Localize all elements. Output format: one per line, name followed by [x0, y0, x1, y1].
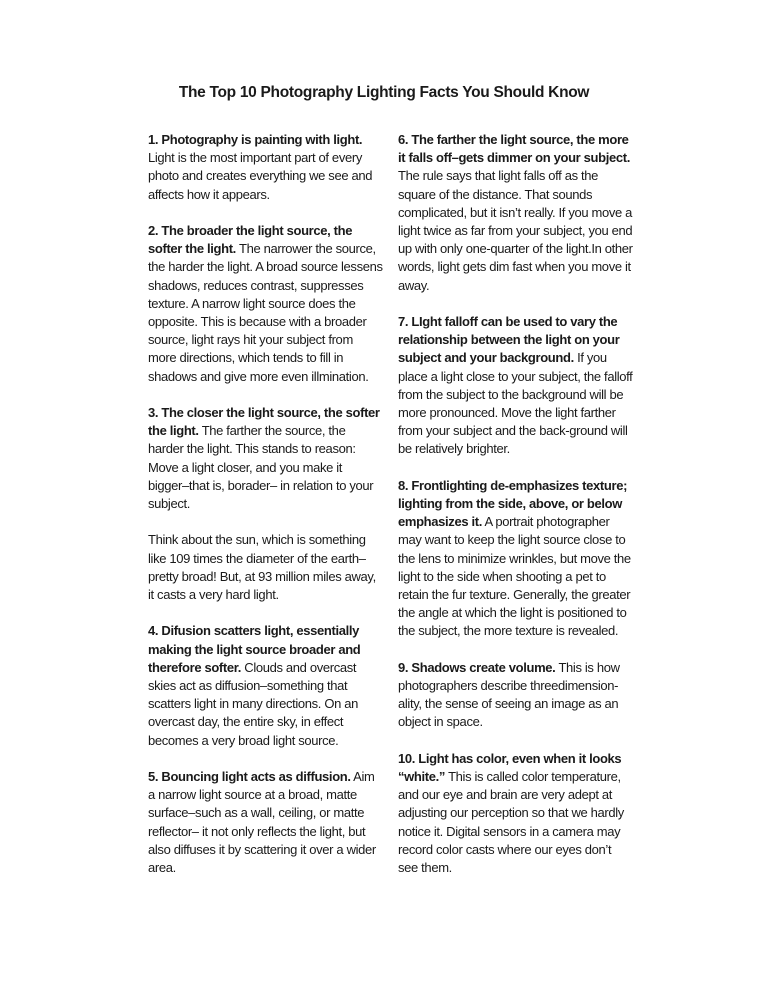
- fact-body: Clouds and overcast skies act as diffusion–something that scatters light in many directions. On an overcast day, the entire sky, in effect becomes a very broad light source.: [148, 659, 358, 748]
- fact-item: [148, 531, 384, 604]
- fact-body: Light is the most important part of every photo and creates everything we see and affects how it appears.: [148, 150, 373, 202]
- fact-item: [148, 768, 384, 877]
- fact-body: A portrait photographer may want to keep the light source close to the lens to minimize wrinkles, but move the light to the side when shooting a pet to retain the fur texture. Generally, the greater the angle at which the light is positioned to the subject, the more texture is revealed.: [398, 514, 631, 639]
- fact-item: [398, 313, 634, 459]
- fact-heading: 6. The farther the light source, the more it falls off–gets dimmer on your subject.: [398, 132, 630, 166]
- fact-heading: 8. Frontlighting de-emphasizes texture; lighting from the side, above, or below emphasizes it.: [398, 477, 628, 530]
- fact-item: [398, 750, 634, 877]
- fact-item: [398, 659, 634, 732]
- page-title: The Top 10 Photography Lighting Facts You Should Know: [178, 84, 590, 101]
- fact-item: [398, 131, 634, 295]
- fact-heading: 10. Light has color, even when it looks “white.”: [398, 750, 622, 785]
- fact-heading: 2. The broader the light source, the softer the light.: [148, 223, 353, 257]
- fact-body: The rule says that light falls off as the square of the distance. That sounds complicated, but it isn’t really. If you move a light twice as far from your subject, you end up with only one-quarter of the light.In other words, light gets dim fast when you move it away.: [398, 168, 633, 293]
- fact-item: [148, 622, 384, 749]
- fact-body: The farther the source, the harder the light. This stands to reason: Move a light closer, and you make it bigger–that is, borader– in relation to your subject.: [148, 423, 374, 512]
- fact-body: Think about the sun, which is something like 109 times the diameter of the earth–pretty broad! But, at 93 million miles away, it casts a very hard light.: [148, 532, 376, 603]
- left-column: [148, 131, 384, 895]
- fact-item: [148, 131, 384, 204]
- fact-heading: 7. LIght falloff can be used to vary the relationship between the light on your subject and your background.: [398, 314, 620, 366]
- fact-heading: 5. Bouncing light acts as diffusion.: [148, 769, 351, 785]
- fact-body: Aim a narrow light source at a broad, matte surface–such as a wall, ceiling, or matte reflector– it not only reflects the light, but also diffuses it by scattering it over a wider area.: [148, 769, 376, 876]
- right-column: [398, 131, 634, 895]
- fact-item: [398, 477, 634, 641]
- fact-item: [148, 222, 384, 386]
- fact-item: [148, 404, 384, 513]
- fact-heading: 3. The closer the light source, the softer the light.: [148, 405, 380, 439]
- fact-body: This is how photographers describe threedimension-ality, the sense of seeing an image as an object in space.: [398, 659, 620, 730]
- fact-heading: 1. Photography is painting with light.: [148, 132, 363, 147]
- fact-body: This is called color temperature, and our eye and brain are very adept at adjusting our perception so that we hardly notice it. Digital sensors in a camera may record color casts where our eyes don’t see them.: [398, 769, 624, 876]
- fact-body: The narrower the source, the harder the light. A broad source lessens shadows, reduces contrast, suppresses texture. A narrow light source does the opposite. This is because with a broader source, light rays hit your subject from more directions, which tends to fill in shadows and give more even illmination.: [148, 241, 383, 384]
- fact-heading: 9. Shadows create volume.: [398, 659, 556, 675]
- fact-body: If you place a light close to your subject, the falloff from the subject to the background will be more pronounced. Move the light farther from your subject and the back-ground will be relatively brighter.: [398, 350, 633, 457]
- fact-heading: 4. Difusion scatters light, essentially making the light source broader and therefore softer.: [148, 623, 361, 675]
